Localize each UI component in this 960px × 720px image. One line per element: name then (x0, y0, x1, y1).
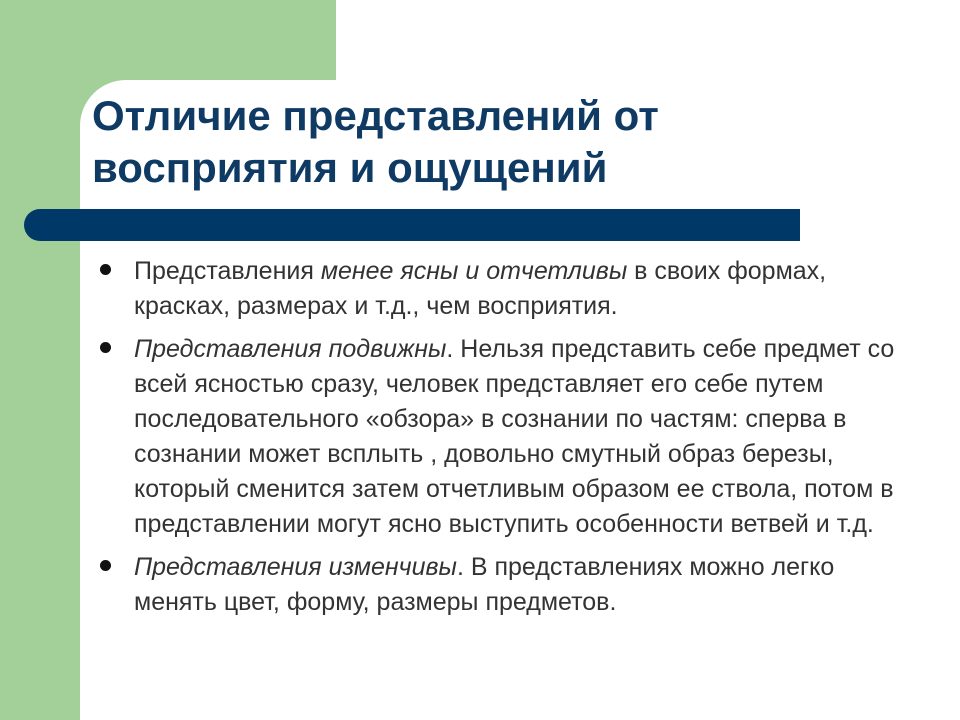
bullet-dot-icon (100, 560, 111, 571)
bullet-1-body-text: в своих формах, красках, размерах и т.д., чем восприятия. (134, 257, 827, 320)
bullet-3-italic-text: Представления изменчивы (134, 553, 457, 581)
title-underline-bar (24, 209, 800, 241)
bullet-item-3 (100, 550, 900, 620)
bullet-item-1 (100, 254, 900, 324)
bullet-1-italic-text: менее ясны и отчетливы (320, 257, 628, 285)
bullet-2-body-text: . Нельзя представить себе предмет со всей ясностью сразу, человек представляет его себе путем последовательного «обзора» в сознании по частям: сперва в сознании может всплыть , довольно смутный образ березы, который сменится затем отчетливым образом ее ствола, потом в представлении могут ясно выступить особенности ветвей и т.д. (134, 335, 895, 538)
bullet-3-body-text: . В представлениях можно легко менять цвет, форму, размеры предметов. (134, 553, 835, 616)
bullet-dot-icon (100, 342, 111, 353)
bullet-1-lead-text: Представления (134, 257, 321, 285)
bullet-item-2 (100, 332, 900, 542)
bullet-2-italic-text: Представления подвижны (134, 335, 447, 363)
slide-title: Отличие представлений от восприятия и ощущений (92, 92, 659, 191)
bullet-list (100, 254, 900, 628)
bullet-dot-icon (100, 264, 111, 275)
